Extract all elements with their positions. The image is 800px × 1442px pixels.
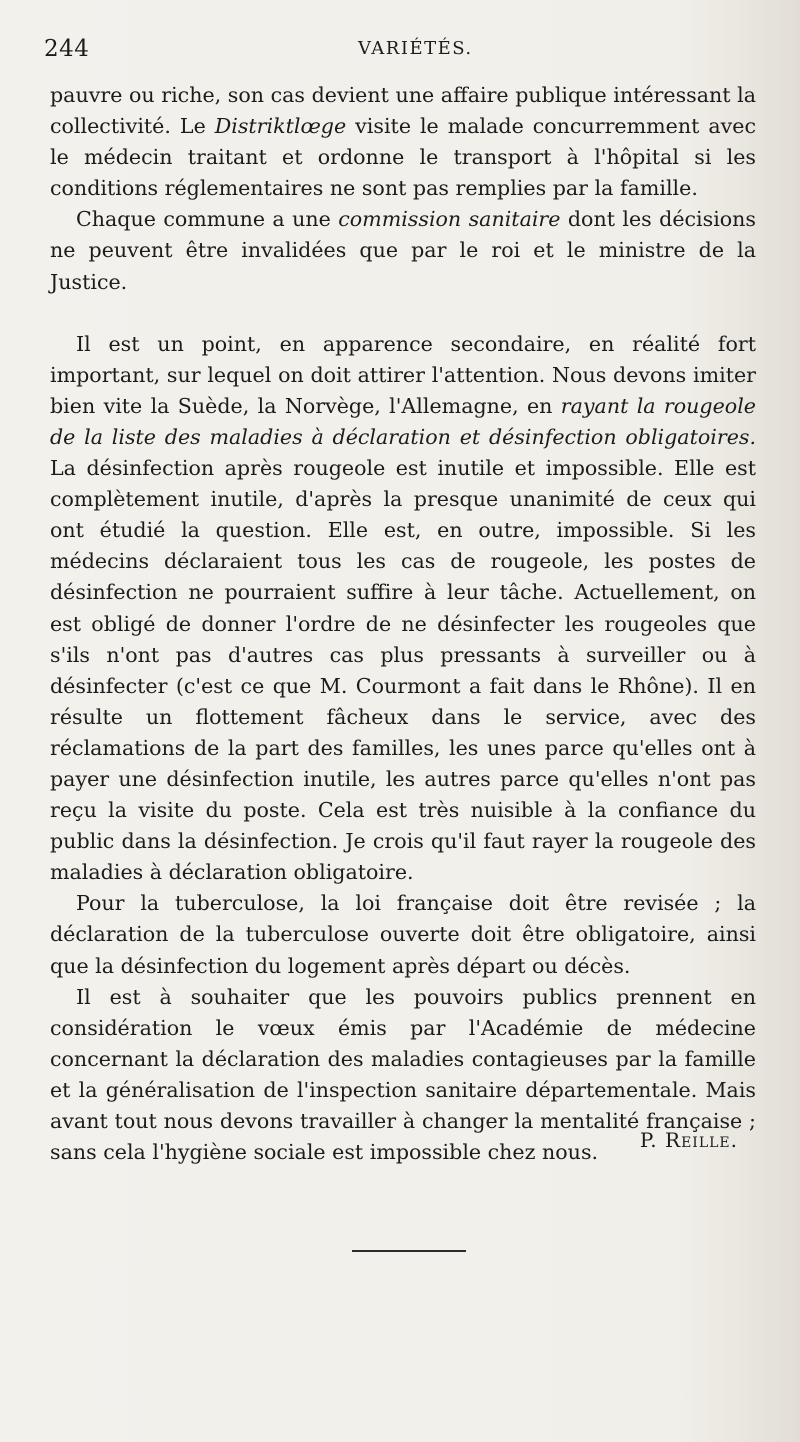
closing-rule [352, 1250, 466, 1252]
paragraph-3: Il est un point, en apparence secondaire, en réalité fort important, sur lequel on doit attirer l'attention. Nous devons imiter bien vite la Suède, la Norvège, l'Allemagne, en rayant la rougeole de la liste des maladies à déclaration et désinfection obligatoires. La désinfection après rougeole est inutile et impossible. Elle est complètement inutile, d'après la presque unanimité de ceux qui ont étudié la question. Elle est, en outre, impossible. Si les médecins déclaraient tous les cas de rougeole, les postes de désinfection ne pourraient suffire à leur tâche. Actuellement, on est obligé de donner l'ordre de ne désinfecter les rougeoles que s'ils n'ont pas d'autres cas plus pressants à surveiller ou à désinfecter (c'est ce que M. Courmont a fait dans le Rhône). Il en résulte un flottement fâcheux dans le service, avec des réclamations de la part des familles, les unes parce qu'elles ont à payer une désinfection inutile, les autres parce qu'elles n'ont pas reçu la visite du poste. Cela est très nuisible à la confiance du public dans la désinfection. Je crois qu'il faut rayer la rougeole des maladies à déclaration obligatoire. [50, 331, 756, 885]
author-surname: Reille. [665, 1128, 738, 1152]
paragraph-2: Chaque commune a une commission sanitaire dont les décisions ne peuvent être invalidées que par le roi et le ministre de la Justice. [50, 207, 757, 294]
italic-phrase: rayant la rougeole de la liste des maladies à déclaration et désinfection obligatoires. [50, 393, 756, 449]
italic-phrase: Distriktlœge [214, 114, 347, 139]
section-title: VARIÉTÉS. [358, 38, 473, 59]
body-text [50, 80, 756, 1168]
running-head [44, 36, 756, 66]
paragraph-5: Il est à souhaiter que les pouvoirs publics prennent en considération le vœux émis par l'Académie de médecine concernant la déclaration des maladies contagieuses par la famille et la généralisation de l'inspection sanitaire départementale. Mais avant tout nous devons travailler à changer la mentalité française ; sans cela l'hygiène sociale est impossible chez nous. [50, 984, 756, 1165]
italic-phrase: commission sanitaire [338, 207, 561, 232]
paragraph-1: pauvre ou riche, son cas devient une affaire publique intéressant la collectivité. Le Distriktlœge visite le malade concurremment avec le médecin traitant et ordonne le transport à l'hôpital si les conditions réglementaires ne sont pas remplies par la famille. [50, 83, 756, 201]
author-signature [640, 1128, 738, 1152]
page-number: 244 [44, 36, 90, 62]
author-initial: P. [639, 1128, 658, 1152]
paragraph-4: Pour la tuberculose, la loi française doit être revisée ; la déclaration de la tuberculose ouverte doit être obligatoire, ainsi que la désinfection du logement après départ ou décès. [50, 891, 756, 978]
